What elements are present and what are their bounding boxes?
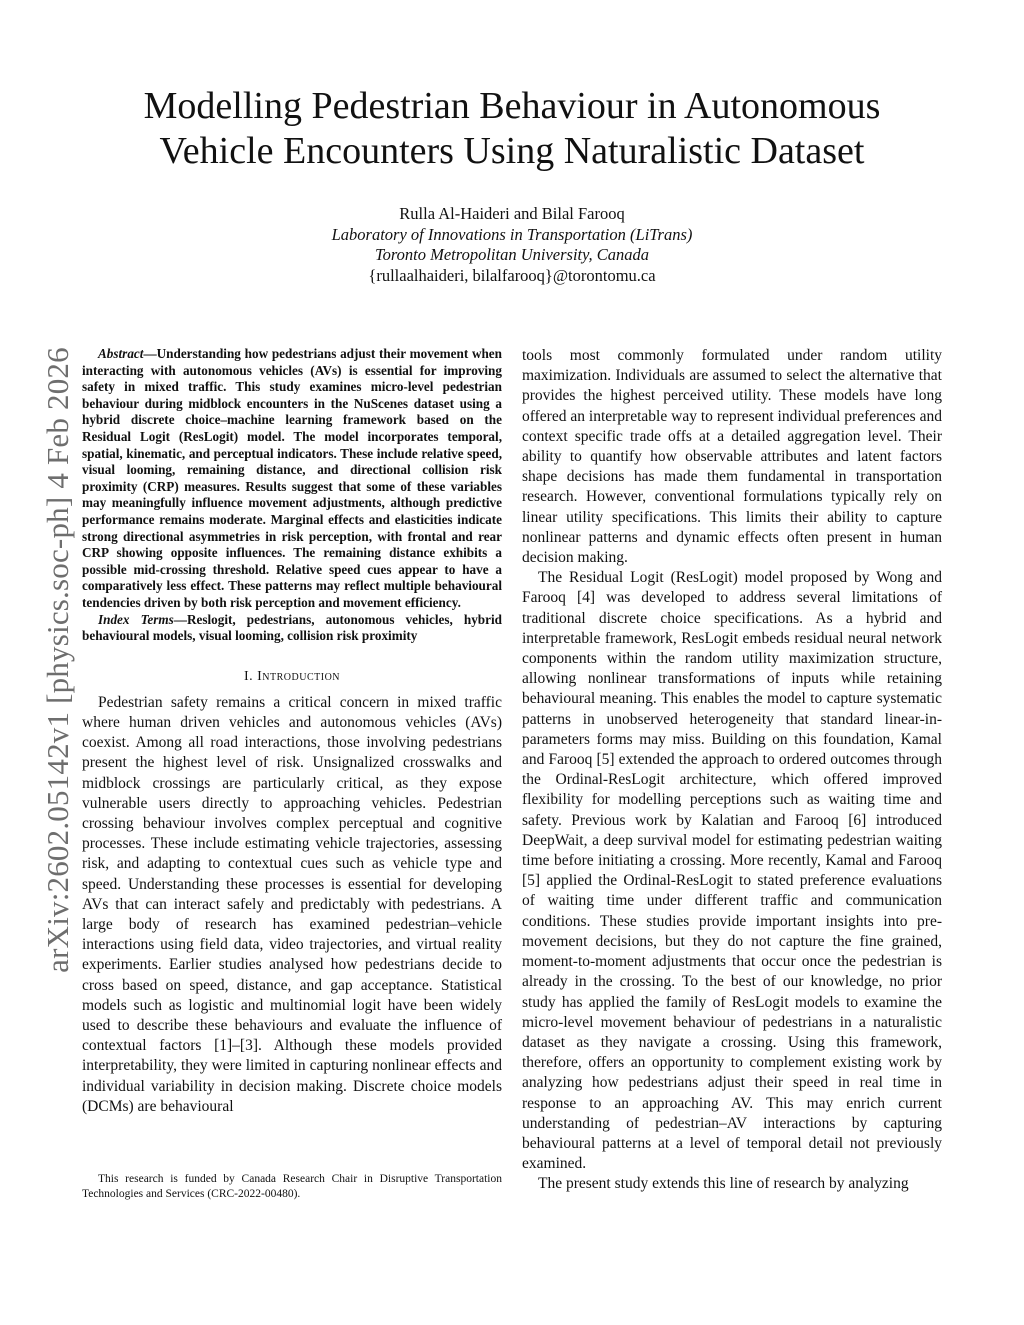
intro-paragraph: Pedestrian safety remains a critical concern in mixed traffic where human driven vehicles and autonomous vehicles (AVs) coexist. Among all road interactions, those involving pedestrians present the highest level of risk. Unsignalized crosswalks and midblock crossings are particularly critical, as they expose vulnerable users directly to approaching vehicles. Pedestrian crossing behaviour involves complex perceptual and cognitive processes. These include estimating vehicle trajectories, assessing risk, and adapting to contextual cues such as vehicle type and speed. Understanding these processes is essential for developing AVs that can interact safely and predictably with pedestrians. A large body of research has examined pedestrian–vehicle interactions using field data, video trajectories, and virtual reality experiments. Earlier studies analysed how pedestrians decide to cross based on speed, distance, and gap acceptance. Statistical models such as logistic and multinomial logit have been widely used to describe these behaviours and evaluate the influence of contextual factors [1]–[3]. Although these models provided interpretability, they were limited in capturing nonlinear effects and individual variability in decision making. Discrete choice models (DCMs) are behavioural [82,693,502,1115]
introduction-body [82,693,502,1117]
author-email: {rullaalhaideri, bilalfarooq}@torontomu.ca [368,265,656,285]
footnote-text: This research is funded by Canada Research Chair in Disruptive Transportation Technologies and Services (CRC-2022-00480). [82,1173,502,1200]
index-terms: Reslogit, pedestrians, autonomous vehicles, hybrid behavioural models, visual looming, collision risk proximity [82,611,502,644]
arxiv-identifier: arXiv:2602.05142v1 [physics.soc-ph] 4 Feb 2026 [40,347,75,973]
abstract: Abstract—Understanding how pedestrians adjust their movement when interacting with autonomous vehicles (AVs) is essential for improving safety in mixed traffic. This study examines micro-level pedestrian behaviour during midblock encounters in the NuScenes dataset using a hybrid discrete choice–machine learning framework based on the Residual Logit (ResLogit) model. The model incorporates temporal, spatial, kinematic, and perceptual indicators. These include relative speed, visual looming, remaining distance, and directional collision risk proximity (CRP) measures. Results suggest that some of these variables may meaningfully influence movement adjustments, although predictive performance remains moderate. Marginal effects and elasticities indicate strong directional asymmetries in risk perception, with frontal and rear CRP showing opposite influences. The remaining distance exhibits a possible mid-crossing threshold. Relative speed cues appear to have a comparatively less effect. These patterns may reflect multiple behavioural tendencies driven by both risk perception and movement efficiency. Index Terms—Reslogit, pedestrians, autonomous vehicles, hybrid behavioural models, visual looming, collision risk proximity [82,346,502,644]
paper-title [80,84,944,174]
right-column-body [522,346,942,1195]
body-paragraph-3: The present study extends this line of research by analyzing [538,1175,909,1193]
right-column [522,346,942,1195]
abstract-text: Understanding how pedestrians adjust their movement when interacting with autonomous vehicles (AVs) is essential for improving safety in mixed traffic. This study examines micro-level pedestrian behaviour during midblock encounters in the NuScenes dataset using a hybrid discrete choice–machine learning framework based on the Residual Logit (ResLogit) model. The model incorporates temporal, spatial, kinematic, and perceptual indicators. These include relative speed, visual looming, remaining distance, and directional collision risk proximity (CRP) measures. Results suggest that some of these variables may meaningfully influence movement adjustments, although predictive performance remains moderate. Marginal effects and elasticities indicate strong directional asymmetries in risk perception, with frontal and rear CRP showing opposite influences. The remaining distance exhibits a possible mid-crossing threshold. Relative speed cues appear to have a comparatively less effect. These patterns may reflect multiple behavioural tendencies driven by both risk perception and movement efficiency. [82,346,502,610]
funding-footnote [82,1172,502,1202]
index-terms-label: Index Terms [98,611,174,627]
affiliation-lab: Laboratory of Innovations in Transportation (LiTrans) [331,224,693,244]
body-paragraph-1: tools most commonly formulated under random utility maximization. Individuals are assumed to select the alternative that provides the highest perceived utility. These models have long offered an interpretable way to represent individual preferences and context specific trade offs at a detailed aggregation level. Their ability to quantify how observable attributes and latent factors shape decisions has made them fundamental in transportation research. However, conventional formulations typically rely on linear utility specifications. This limits their ability to capture nonlinear patterns and dynamic effects often present in human decision making. [522,347,942,567]
section-heading-introduction: I. Introduction [243,668,341,684]
author-names: Rulla Al-Haideri and Bilal Farooq [399,204,625,223]
title-line-1: Modelling Pedestrian Behaviour in Autonomous [143,85,881,127]
affiliation-university: Toronto Metropolitan University, Canada [374,245,650,264]
left-column [82,346,502,1117]
abstract-label: Abstract [98,346,144,361]
author-block [200,204,824,286]
title-line-2: Vehicle Encounters Using Naturalistic Dataset [159,130,865,172]
body-paragraph-2: The Residual Logit (ResLogit) model proposed by Wong and Farooq [4] was developed to address several limitations of traditional discrete choice specifications. As a hybrid and interpretable framework, ResLogit embeds residual neural network components within the random utility maximization structure, allowing nonlinear transformations of inputs while retaining behavioural meaning. This enables the model to capture systematic patterns in unobserved heterogeneity that standard linear-in-parameters forms may miss. Building on this foundation, Kamal and Farooq [5] extended the approach to ordered outcomes through the Ordinal-ResLogit architecture, which offered improved flexibility for modelling perceptions such as waiting time and safety. Previous work by Kalatian and Farooq [6] introduced DeepWait, a deep survival model for estimating pedestrian waiting time before initiating a crossing. More recently, Kamal and Farooq [5] applied the Ordinal-ResLogit to stated preference evaluations of waiting time under different traffic and communication conditions. These studies provide important insights into pre-movement decisions, but they do not capture the fine grained, moment-to-moment adjustments that occur once the pedestrian is already in the crossing. To the best of our knowledge, no prior study has applied the family of ResLogit models to examine the micro-level movement behaviour of pedestrians in a naturalistic dataset as they navigate a crossing. Using this framework, therefore, offers an opportunity to complement existing work by analyzing how pedestrians adjust their speed in real time in response to an approaching AV. This may enrich current understanding of pedestrian–AV interactions by capturing behavioural patterns at a level of temporal detail not previously examined. [522,569,942,1173]
